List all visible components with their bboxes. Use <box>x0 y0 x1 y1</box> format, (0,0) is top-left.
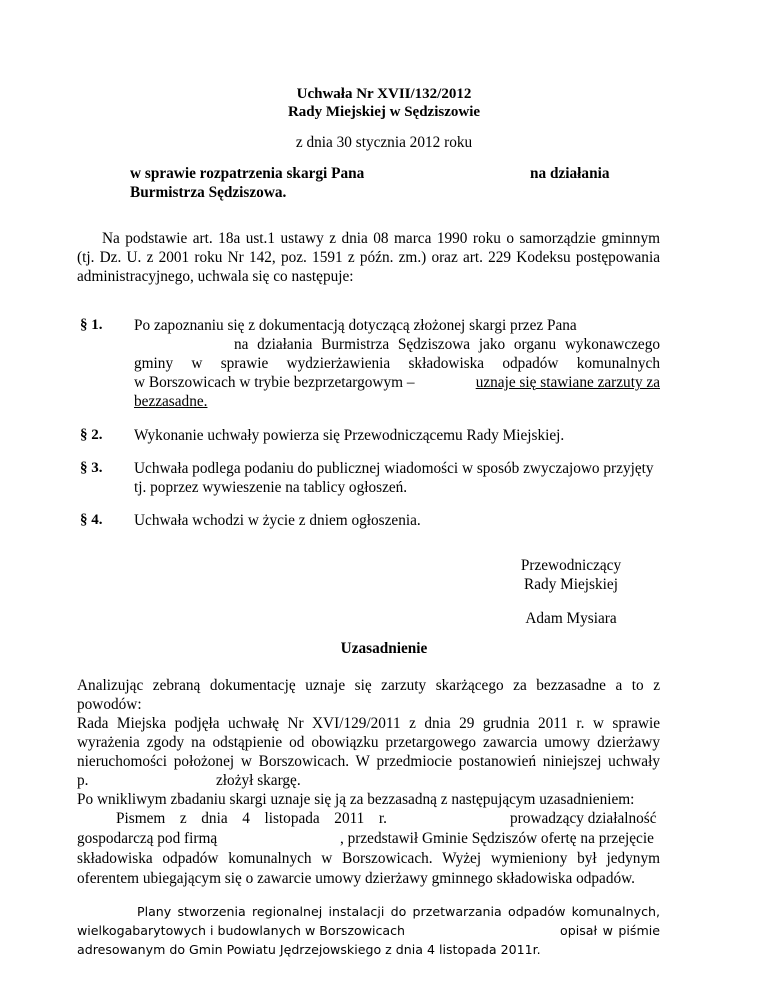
justification-line-1: Analizując zebraną dokumentację uznaje się zarzuty skarżącego za bezzasadne a to z <box>77 677 660 694</box>
subject-line-1: w sprawie rozpatrzenia skargi Pana <box>130 165 365 182</box>
justification-line-2: powodów: <box>77 696 142 713</box>
section-1-line-1: Po zapoznaniu się z dokumentacją dotyczącą złożonej skargi przez Pana <box>134 317 577 334</box>
preamble-line-3: administracyjnego, uchwala się co następuje: <box>77 268 354 285</box>
section-1-line-2: na działania Burmistrza Sędziszowa jako organu wykonawczego <box>234 336 660 353</box>
closing-line-2-right: opisał w piśmie <box>560 923 660 938</box>
section-2-text: Wykonanie uchwały powierza się Przewodniczącemu Rady Miejskiej. <box>134 427 565 444</box>
justification-line-11: oferentem ubiegającym się o zawarcie umowy dzierżawy gminnego składowiska odpadów. <box>77 870 635 887</box>
justification-line-9-right: , przedstawił Gminie Sędziszów ofertę na przejęcie <box>340 830 654 847</box>
justification-line-9-left: gospodarczą pod firmą <box>77 830 218 847</box>
justification-heading: Uzasadnienie <box>340 640 428 657</box>
justification-line-6-left: p. <box>77 772 89 789</box>
section-2-label: § 2. <box>80 427 103 443</box>
signature-title-2: Rady Miejskiej <box>524 576 618 593</box>
closing-line-1: Plany stworzenia regionalnej instalacji do przetwarzania odpadów komunalnych, <box>137 904 660 919</box>
justification-line-10: składowiska odpadów komunalnych w Borszowicach. Wyżej wymieniony był jedynym <box>77 850 660 867</box>
section-4-text: Uchwała wchodzi w życie z dniem ogłoszenia. <box>134 512 421 529</box>
preamble-line-1: Na podstawie art. 18a ust.1 ustawy z dnia 08 marca 1990 roku o samorządzie gminnym <box>102 230 660 247</box>
justification-line-4: wyrażenia zgody na odstąpienie od obowiązku przetargowego zawarcia umowy dzierżawy <box>77 734 660 751</box>
justification-line-7: Po wnikliwym zbadaniu skargi uznaje się ją za bezzasadną z następującym uzasadnieniem: <box>77 791 635 808</box>
section-1-line-4-underlined: uznaje się stawiane zarzuty za <box>475 374 660 391</box>
section-3-line-2: tj. poprzez wywieszenie na tablicy ogłoszeń. <box>134 479 408 496</box>
section-3-label: § 3. <box>80 460 103 476</box>
closing-line-2-left: wielkogabarytowych i budowlanych w Borszowicach <box>77 923 406 938</box>
subject-line-2: Burmistrza Sędziszowa. <box>130 184 287 201</box>
preamble-line-2: (tj. Dz. U. z 2001 roku Nr 142, poz. 1591 z późn. zm.) oraz art. 229 Kodeksu postępowania <box>77 249 660 266</box>
closing-line-3: adresowanym do Gmin Powiatu Jędrzejowskiego z dnia 4 listopada 2011r. <box>77 942 541 957</box>
justification-line-8-left: Pismem z dnia 4 listopada 2011 r. <box>116 810 387 827</box>
section-4-label: § 4. <box>80 512 103 528</box>
justification-line-6-right: złożył skargę. <box>216 772 301 789</box>
section-1-line-4 <box>134 374 660 392</box>
document-date: z dnia 30 stycznia 2012 roku <box>295 134 473 151</box>
subject-line-1-right: na działania <box>530 165 610 182</box>
justification-line-8-right: prowadzący działalność <box>510 810 657 827</box>
signature-title-1: Przewodniczący <box>520 557 622 574</box>
document-title: Uchwała Nr XVII/132/2012 <box>296 86 472 102</box>
section-1-line-4-plain: w Borszowicach w trybie bezprzetargowym – <box>134 374 415 391</box>
section-3-line-1: Uchwała podlega podaniu do publicznej wiadomości w sposób zwyczajowo przyjęty <box>134 460 654 477</box>
signature-name: Adam Mysiara <box>525 610 617 627</box>
document-subtitle: Rady Miejskiej w Sędziszowie <box>287 104 481 120</box>
justification-line-3: Rada Miejska podjęła uchwałę Nr XVI/129/2011 z dnia 29 grudnia 2011 r. w sprawie <box>77 715 660 732</box>
justification-line-5: nieruchomości położonej w Borszowicach. W przedmiocie postanowień niniejszej uchwały <box>77 753 660 770</box>
section-1-line-5: bezzasadne. <box>134 393 208 410</box>
section-1-line-3: gminy w sprawie wydzierżawienia składowiska odpadów komunalnych <box>134 355 660 372</box>
section-1-label: § 1. <box>80 317 103 333</box>
